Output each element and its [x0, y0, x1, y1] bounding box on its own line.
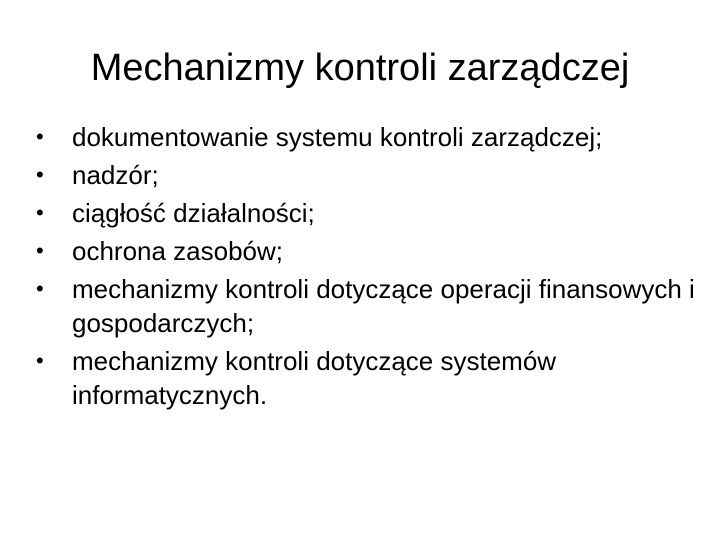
- list-item-text: dokumentowanie systemu kontroli zarządczej;: [72, 122, 603, 152]
- list-item-text: ochrona zasobów;: [72, 236, 284, 266]
- list-item-text: mechanizmy kontroli dotyczące operacji finansowych i gospodarczych;: [72, 274, 695, 338]
- list-item-text: nadzór;: [72, 160, 159, 190]
- bullet-icon: •: [36, 124, 44, 149]
- list-item: [36, 120, 696, 154]
- bullet-icon: •: [36, 200, 44, 225]
- list-item: [36, 234, 696, 268]
- bullet-icon: •: [36, 276, 44, 301]
- slide-title: Mechanizmy kontroli zarządczej: [90, 47, 630, 89]
- bullet-list: [36, 120, 696, 416]
- bullet-icon: •: [36, 348, 44, 373]
- list-item: [36, 272, 696, 340]
- list-item: [36, 344, 696, 412]
- list-item-text: ciągłość działalności;: [72, 198, 315, 228]
- list-item: [36, 158, 696, 192]
- bullet-icon: •: [36, 238, 44, 263]
- bullet-icon: •: [36, 162, 44, 187]
- list-item: [36, 196, 696, 230]
- list-item-text: mechanizmy kontroli dotyczące systemów informatycznych.: [72, 346, 557, 410]
